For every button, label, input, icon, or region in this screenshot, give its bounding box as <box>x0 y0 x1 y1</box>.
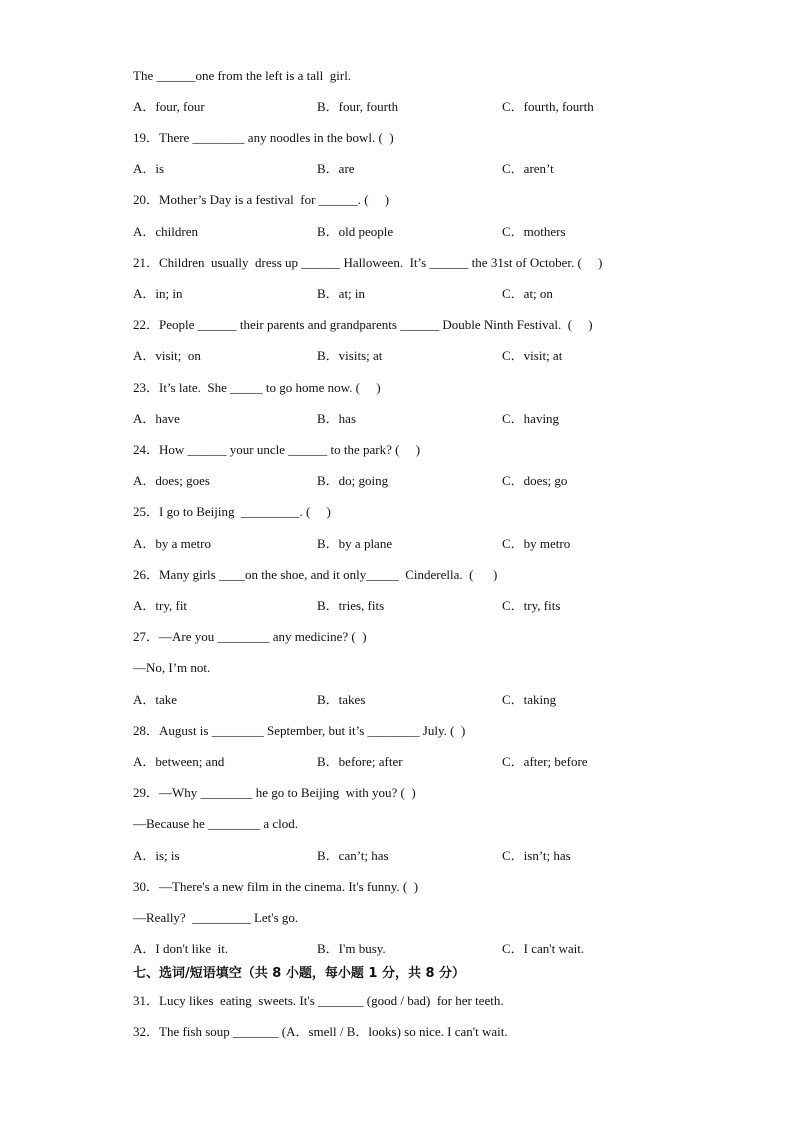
section-heading: 七、选词/短语填空（共 8 小题，每小题 1 分，共 8 分） <box>133 966 466 981</box>
option-c: C．isn’t; has <box>502 848 571 863</box>
option-b: B．visits; at <box>317 348 383 363</box>
option-c: C．after; before <box>502 754 588 769</box>
option-c: C．by metro <box>502 536 571 551</box>
option-b: B．at; in <box>317 286 366 301</box>
option-b: B．takes <box>317 692 366 707</box>
option-b: B．has <box>317 411 357 426</box>
question-18-options <box>133 99 753 115</box>
option-c: C．fourth, fourth <box>502 99 594 114</box>
option-c: C．I can't wait. <box>502 941 585 956</box>
option-a: A．four, four <box>133 99 205 114</box>
question-27-options <box>133 692 753 708</box>
question-32-stem: 32．The fish soup _______ (A．smell / B．looks) so nice. I can't wait. <box>133 1024 508 1039</box>
option-c: C．try, fits <box>502 598 561 613</box>
question-19-stem: 19．There ________ any noodles in the bowl. ( ) <box>133 130 394 145</box>
option-a: A．in; in <box>133 286 183 301</box>
question-29-options <box>133 848 753 864</box>
option-c: C．taking <box>502 692 557 707</box>
question-21-stem: 21．Children usually dress up ______ Halloween. It’s ______ the 31st of October. ( ) <box>133 255 603 270</box>
question-29-stem: 29．—Why ________ he go to Beijing with you? ( ) <box>133 785 416 800</box>
question-30-options <box>133 941 753 957</box>
option-a: A．try, fit <box>133 598 188 613</box>
option-c: C．having <box>502 411 560 426</box>
option-b: B．old people <box>317 224 394 239</box>
question-26-options <box>133 598 753 614</box>
option-a: A．does; goes <box>133 473 210 488</box>
question-20-options <box>133 224 753 240</box>
option-a: A．is <box>133 161 165 176</box>
option-a: A．is; is <box>133 848 180 863</box>
question-28-stem: 28．August is ________ September, but it’s ________ July. ( ) <box>133 723 466 738</box>
option-c: C．does; go <box>502 473 568 488</box>
option-c: C．at; on <box>502 286 553 301</box>
option-b: B．are <box>317 161 355 176</box>
question-30-stem: 30．—There's a new film in the cinema. It's funny. ( ) <box>133 879 419 894</box>
question-21-options <box>133 286 753 302</box>
question-31-stem: 31．Lucy likes eating sweets. It's _______ (good / bad) for her teeth. <box>133 993 504 1008</box>
option-b: B．can’t; has <box>317 848 389 863</box>
question-30-response: —Really? _________ Let's go. <box>133 910 299 925</box>
option-c: C．aren’t <box>502 161 554 176</box>
question-26-stem: 26．Many girls ____on the shoe, and it only_____ Cinderella. ( ) <box>133 567 498 582</box>
option-a: A．have <box>133 411 180 426</box>
option-b: B．do; going <box>317 473 389 488</box>
option-b: B．I'm busy. <box>317 941 386 956</box>
option-a: A．by a metro <box>133 536 211 551</box>
question-23-options <box>133 411 753 427</box>
question-29-response: —Because he ________ a clod. <box>133 816 298 831</box>
question-28-options <box>133 754 753 770</box>
option-a: A．take <box>133 692 178 707</box>
question-20-stem: 20．Mother’s Day is a festival for ______. ( ) <box>133 192 390 207</box>
question-18-stem: The ______one from the left is a tall girl. <box>133 68 352 83</box>
option-a: A．between; and <box>133 754 225 769</box>
option-a: A．children <box>133 224 198 239</box>
option-b: B．before; after <box>317 754 403 769</box>
option-c: C．mothers <box>502 224 566 239</box>
question-22-options <box>133 348 753 364</box>
question-24-options <box>133 473 753 489</box>
option-b: B．by a plane <box>317 536 393 551</box>
question-22-stem: 22．People ______ their parents and grandparents ______ Double Ninth Festival. ( ) <box>133 317 593 332</box>
question-27-response: —No, I’m not. <box>133 660 211 675</box>
question-25-stem: 25．I go to Beijing _________. ( ) <box>133 504 331 519</box>
question-23-stem: 23．It’s late. She _____ to go home now. ( ) <box>133 380 381 395</box>
option-a: A．I don't like it. <box>133 941 229 956</box>
option-b: B．four, fourth <box>317 99 399 114</box>
option-b: B．tries, fits <box>317 598 385 613</box>
question-25-options <box>133 536 753 552</box>
option-c: C．visit; at <box>502 348 563 363</box>
option-a: A．visit; on <box>133 348 201 363</box>
question-19-options <box>133 161 753 177</box>
question-24-stem: 24．How ______ your uncle ______ to the park? ( ) <box>133 442 421 457</box>
question-27-stem: 27．—Are you ________ any medicine? ( ) <box>133 629 367 644</box>
